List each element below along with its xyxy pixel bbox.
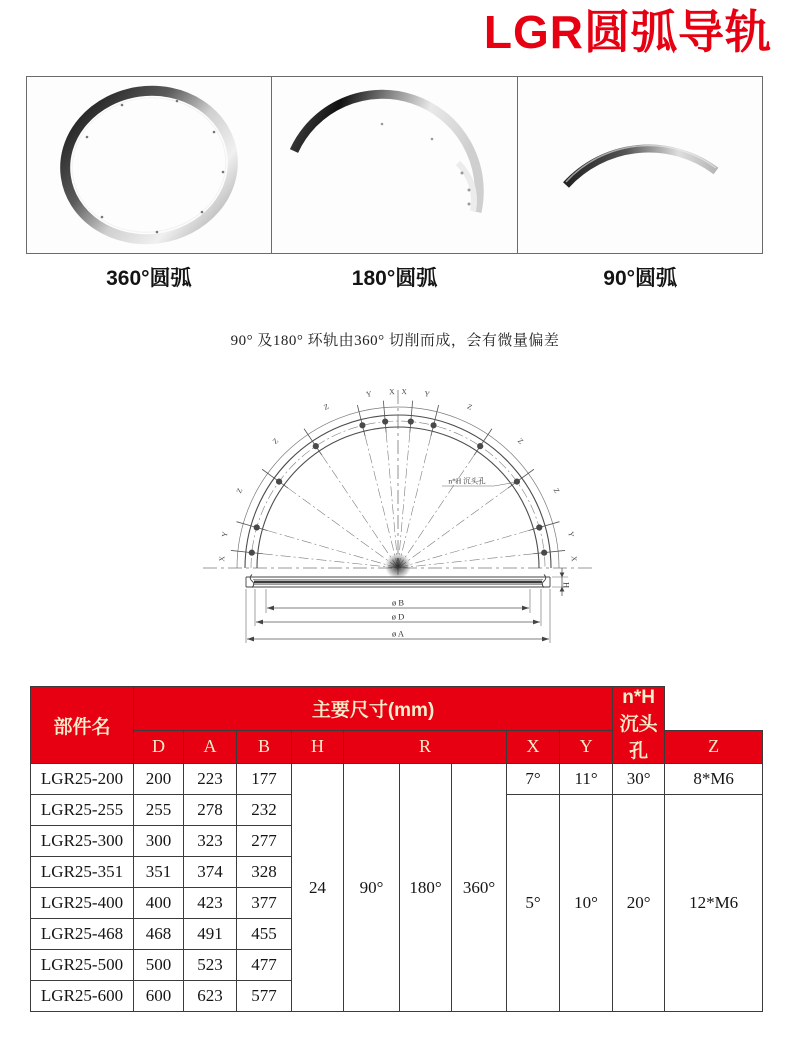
ring-360-illustration (27, 77, 272, 251)
cell-part-name: LGR25-468 (31, 919, 134, 950)
cell-b: 177 (237, 764, 292, 795)
cell-part-name: LGR25-255 (31, 795, 134, 826)
cell-r180-merged: 180° (400, 764, 452, 1012)
product-image-180 (272, 77, 517, 253)
col-header-y: Y (560, 730, 613, 763)
col-header-z: Z (665, 730, 763, 763)
cell-b: 277 (237, 826, 292, 857)
cell-b: 577 (237, 981, 292, 1012)
col-header-holes: n*H沉头孔 (613, 687, 665, 764)
cell-a: 423 (184, 888, 237, 919)
cell-a: 223 (184, 764, 237, 795)
col-header-b: B (237, 730, 292, 763)
caption-360: 360°圆弧 (106, 267, 192, 290)
cell-part-name: LGR25-300 (31, 826, 134, 857)
col-header-part: 部件名 (31, 687, 134, 764)
page-title: LGR圆弧导轨 (483, 6, 772, 58)
svg-text:Y: Y (365, 389, 373, 399)
cell-d: 255 (134, 795, 184, 826)
col-header-d: D (134, 730, 184, 763)
cell-r360-merged: 360° (452, 764, 507, 1012)
svg-text:X: X (217, 555, 227, 562)
svg-text:Z: Z (551, 486, 562, 495)
svg-text:Z: Z (234, 486, 245, 495)
cell-d: 600 (134, 981, 184, 1012)
ring-180-illustration (272, 77, 517, 251)
svg-text:X: X (388, 387, 395, 397)
svg-text:X: X (401, 387, 408, 397)
dim-b-label: ø B (391, 597, 405, 608)
cell-d: 468 (134, 919, 184, 950)
cell-part-name: LGR25-200 (31, 764, 134, 795)
svg-text:Z: Z (270, 436, 281, 446)
caption-90: 90°圆弧 (603, 267, 678, 290)
product-image-360 (27, 77, 272, 253)
cell-d: 200 (134, 764, 184, 795)
cell-part-name: LGR25-351 (31, 857, 134, 888)
caption-180: 180°圆弧 (351, 267, 438, 290)
dim-d-label: ø D (391, 611, 405, 622)
svg-text:Z: Z (465, 401, 474, 412)
cell-r90-merged: 90° (344, 764, 400, 1012)
ring-90-illustration (518, 77, 762, 251)
cell-b: 477 (237, 950, 292, 981)
svg-text:Y: Y (423, 389, 431, 399)
cell-z: 30° (613, 764, 665, 795)
cell-part-name: LGR25-500 (31, 950, 134, 981)
cell-holes-merged: 12*M6 (665, 795, 763, 1012)
cell-a: 491 (184, 919, 237, 950)
cell-part-name: LGR25-400 (31, 888, 134, 919)
svg-text:Y: Y (219, 530, 230, 538)
cutting-note: 90° 及180° 环轨由360° 切削而成，会有微量偏差 (230, 333, 560, 349)
cell-z-merged: 20° (613, 795, 665, 1012)
col-header-h: H (292, 730, 344, 763)
caption-row (26, 262, 763, 292)
cell-y-merged: 10° (560, 795, 613, 1012)
cell-b: 377 (237, 888, 292, 919)
cell-y: 11° (560, 764, 613, 795)
col-header-main-dims: 主要尺寸(mm) (134, 687, 613, 731)
dim-a-label: ø A (391, 628, 405, 639)
cell-d: 351 (134, 857, 184, 888)
cell-part-name: LGR25-600 (31, 981, 134, 1012)
cell-h-merged: 24 (292, 764, 344, 1012)
svg-text:X: X (569, 555, 579, 562)
table-row (31, 764, 763, 795)
dim-h-label: H (561, 581, 571, 589)
col-header-a: A (184, 730, 237, 763)
svg-text:Z: Z (515, 436, 526, 446)
svg-text:Z: Z (322, 401, 331, 412)
cell-b: 232 (237, 795, 292, 826)
cell-b: 328 (237, 857, 292, 888)
cell-x-merged: 5° (507, 795, 560, 1012)
cell-a: 374 (184, 857, 237, 888)
cell-a: 278 (184, 795, 237, 826)
svg-text:Y: Y (566, 530, 577, 538)
cell-d: 500 (134, 950, 184, 981)
cell-a: 523 (184, 950, 237, 981)
header-row-1 (31, 687, 763, 731)
col-header-x: X (507, 730, 560, 763)
protractor-drawing (0, 382, 790, 668)
cell-d: 300 (134, 826, 184, 857)
cell-a: 623 (184, 981, 237, 1012)
cell-b: 455 (237, 919, 292, 950)
cell-a: 323 (184, 826, 237, 857)
countersunk-hole-label: n*H 沉头孔 (448, 476, 486, 486)
spec-table (30, 686, 763, 1012)
product-image-strip (26, 76, 763, 254)
cell-x: 7° (507, 764, 560, 795)
cell-holes: 8*M6 (665, 764, 763, 795)
product-image-90 (518, 77, 762, 253)
cell-d: 400 (134, 888, 184, 919)
dimension-diagram (0, 382, 790, 673)
col-header-r: R (344, 730, 507, 763)
